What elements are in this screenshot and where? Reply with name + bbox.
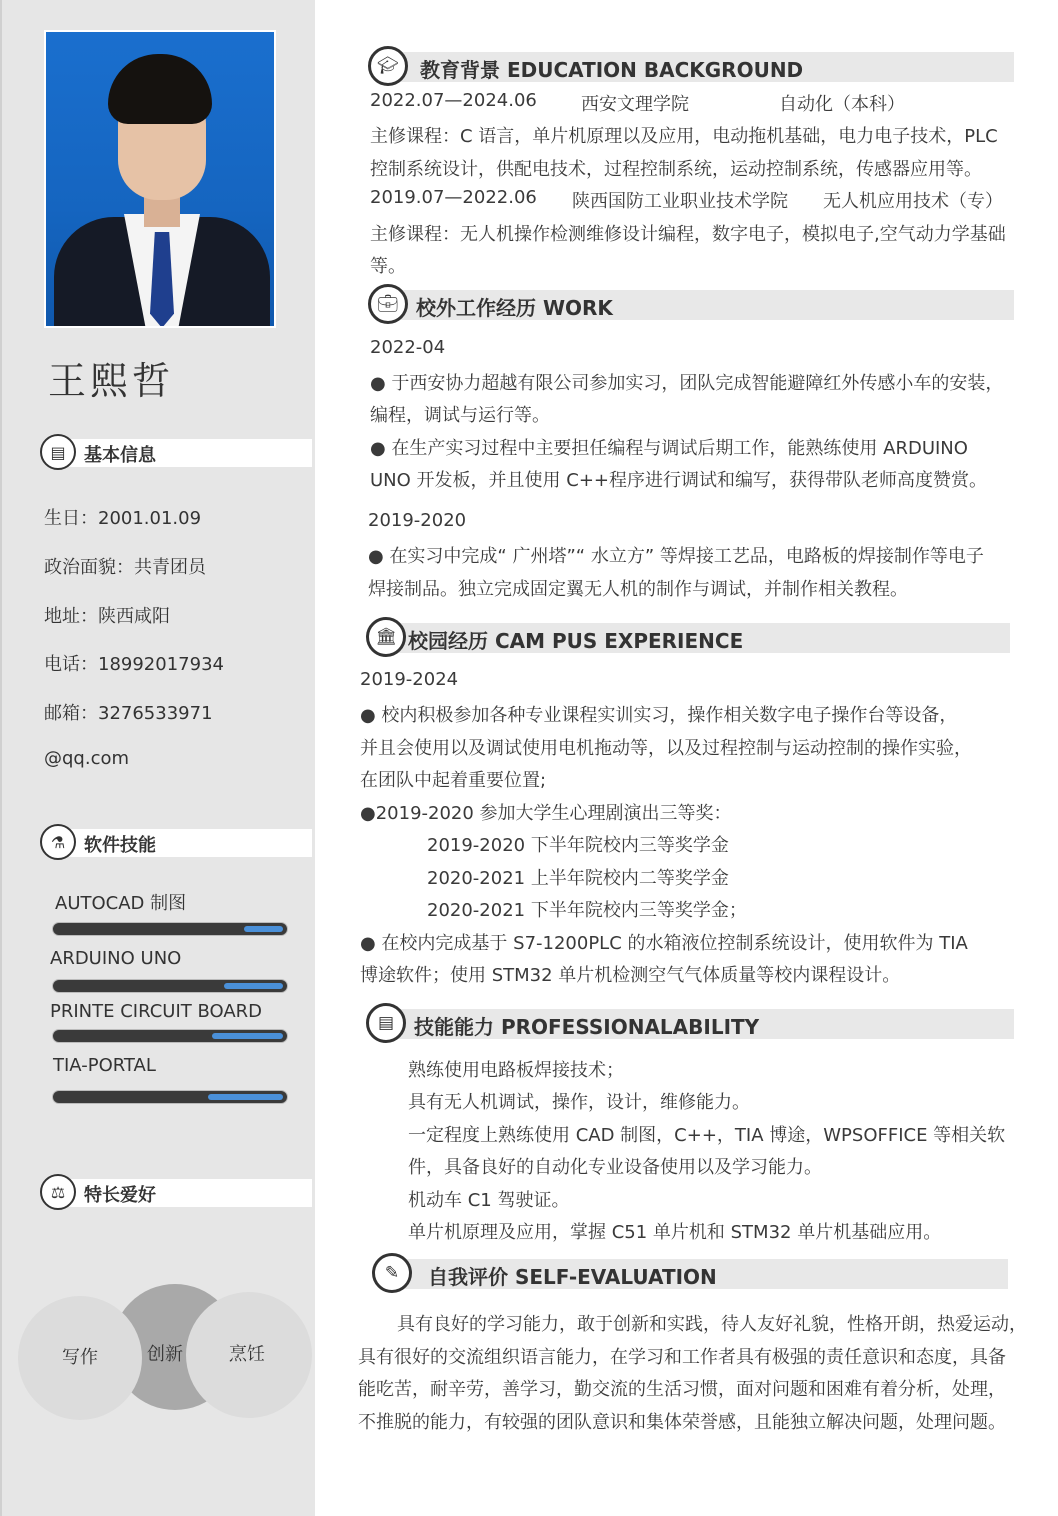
skill-name: TIA-PORTAL xyxy=(53,1055,156,1076)
self-evaluation-text: 具有良好的学习能力，敢于创新和实践，待人友好礼貌，性格开朗，热爱运动， xyxy=(397,1314,1027,1335)
edu-courses-cont: 等。 xyxy=(370,256,406,277)
hobbies-heading: ⚖ 特长爱好 xyxy=(40,1176,312,1210)
work-item-cont: 焊接制品。独立完成固定翼无人机的制作与调试，并制作相关教程。 xyxy=(368,579,908,600)
scale-icon: ⚖ xyxy=(40,1174,76,1210)
campus-item: ● 在校内完成基于 S7-1200PLC 的水箱液位控制系统设计，使用软件为 TIA xyxy=(360,933,968,954)
id-card-icon: ▤ xyxy=(40,434,76,470)
person-name: 王熙哲 xyxy=(48,359,175,403)
edu-courses-cont: 控制系统设计，供配电技术，过程控制系统，运动控制系统，传感器应用等。 xyxy=(370,159,982,180)
briefcase-icon: 💼︎ xyxy=(368,284,408,324)
campus-heading: 🏛︎ 校园经历 CAM PUS EXPERIENCE xyxy=(366,617,1010,657)
ability-item: 具有无人机调试，操作，设计，维修能力。 xyxy=(408,1092,750,1113)
campus-period: 2019-2024 xyxy=(360,669,459,690)
campus-award: 2019-2020 下半年院校内三等奖学金 xyxy=(427,835,729,856)
campus-award-title: ●2019-2020 参加大学生心理剧演出三等奖： xyxy=(360,803,732,824)
edu-period: 2019.07—2022.06 xyxy=(370,187,537,208)
list-icon: ▤ xyxy=(366,1003,406,1043)
skill-bar xyxy=(52,1029,288,1043)
self-evaluation-text: 能吃苦，耐辛劳，善学习，勤交流的生活习惯，面对问题和困难有着分析，处理， xyxy=(358,1379,1006,1400)
basic-info-heading: ▤ 基本信息 xyxy=(40,436,312,470)
hobby-writing: 写作 xyxy=(18,1296,142,1420)
edu-major: 自动化（本科） xyxy=(779,94,905,115)
software-skills-heading: ⚗ 软件技能 xyxy=(40,826,312,860)
edu-courses: 主修课程：C 语言，单片机原理以及应用，电动拖机基础，电力电子技术，PLC xyxy=(370,126,998,147)
campus-award: 2020-2021 上半年院校内二等奖学金 xyxy=(427,868,729,889)
edu-school: 西安文理学院 xyxy=(581,94,689,115)
skill-name: AUTOCAD 制图 xyxy=(55,893,187,914)
work-item: ● 于西安协力超越有限公司参加实习，团队完成智能避障红外传感小车的安装， xyxy=(370,373,1004,394)
self-evaluation-text: 具有很好的交流组织语言能力，在学习和工作者具有极强的责任意识和态度，具备 xyxy=(358,1347,1006,1368)
profile-photo xyxy=(44,30,276,328)
hobby-cooking: 烹饪 xyxy=(186,1292,312,1418)
skill-bar xyxy=(52,1090,288,1104)
ability-heading: ▤ 技能能力 PROFESSIONALABILITY xyxy=(366,1003,1014,1043)
ability-item: 熟练使用电路板焊接技术； xyxy=(408,1060,624,1081)
pencil-square-icon: ✎ xyxy=(372,1253,412,1293)
campus-item-cont: 博途软件；使用 STM32 单片机检测空气气体质量等校内课程设计。 xyxy=(360,965,901,986)
skill-name: PRINTE CIRCUIT BOARD xyxy=(50,1001,263,1022)
ability-item: 一定程度上熟练使用 CAD 制图，C++，TIA 博途，WPSOFFICE 等相关软 xyxy=(408,1125,1006,1146)
campus-item-cont: 在团队中起着重要位置; xyxy=(360,770,547,791)
skill-bar xyxy=(52,979,288,993)
work-item: ● 在生产实习过程中主要担任编程与调试后期工作，能熟练使用 ARDUINO xyxy=(370,438,968,459)
building-icon: 🏛︎ xyxy=(366,617,406,657)
self-evaluation-text: 不推脱的能力，有较强的团队意识和集体荣誉感，且能独立解决问题，处理问题。 xyxy=(358,1412,1006,1433)
education-heading: 🎓︎ 教育背景 EDUCATION BACKGROUND xyxy=(368,46,1014,86)
email-domain: @qq.com xyxy=(44,748,130,769)
ability-item: 机动车 C1 驾驶证。 xyxy=(408,1190,570,1211)
edu-period: 2022.07—2024.06 xyxy=(370,90,537,111)
edu-courses: 主修课程：无人机操作检测维修设计编程，数字电子，模拟电子,空气动力学基础 xyxy=(370,224,1006,245)
ability-item-cont: 件，具备良好的自动化专业设备使用以及学习能力。 xyxy=(408,1157,822,1178)
work-item-cont: 编程，调试与运行等。 xyxy=(370,405,550,426)
edu-major: 无人机应用技术（专） xyxy=(823,191,1003,212)
birthday: 生日：2001.01.09 xyxy=(44,508,202,529)
graduation-cap-icon: 🎓︎ xyxy=(368,46,408,86)
email: 邮箱：3276533971 xyxy=(44,703,213,724)
flask-icon: ⚗ xyxy=(40,824,76,860)
sidebar-edge xyxy=(0,0,2,1516)
self-evaluation-heading: ✎ 自我评价 SELF-EVALUATION xyxy=(372,1253,1008,1293)
ability-item: 单片机原理及应用，掌握 C51 单片机和 STM32 单片机基础应用。 xyxy=(408,1222,942,1243)
address: 地址：陕西咸阳 xyxy=(44,606,170,627)
work-item-cont: UNO 开发板，并且使用 C++程序进行调试和编写，获得带队老师高度赞赏。 xyxy=(370,470,987,491)
edu-school: 陕西国防工业职业技术学院 xyxy=(572,191,788,212)
phone: 电话：18992017934 xyxy=(44,654,224,675)
campus-award: 2020-2021 下半年院校内三等奖学金； xyxy=(427,900,747,921)
campus-item-cont: 并且会使用以及调试使用电机拖动等，以及过程控制与运动控制的操作实验， xyxy=(360,738,972,759)
hobby-innovation: 创新 xyxy=(147,1344,183,1365)
work-period: 2019-2020 xyxy=(368,510,467,531)
work-heading: 💼︎ 校外工作经历 WORK xyxy=(368,284,1014,324)
political-status: 政治面貌：共青团员 xyxy=(44,557,206,578)
work-period: 2022-04 xyxy=(370,337,446,358)
skill-bar xyxy=(52,922,288,936)
skill-name: ARDUINO UNO xyxy=(50,948,182,969)
work-item: ● 在实习中完成“ 广州塔”“ 水立方” 等焊接工艺品，电路板的焊接制作等电子 xyxy=(368,546,984,567)
campus-item: ● 校内积极参加各种专业课程实训实习，操作相关数字电子操作台等设备， xyxy=(360,705,958,726)
